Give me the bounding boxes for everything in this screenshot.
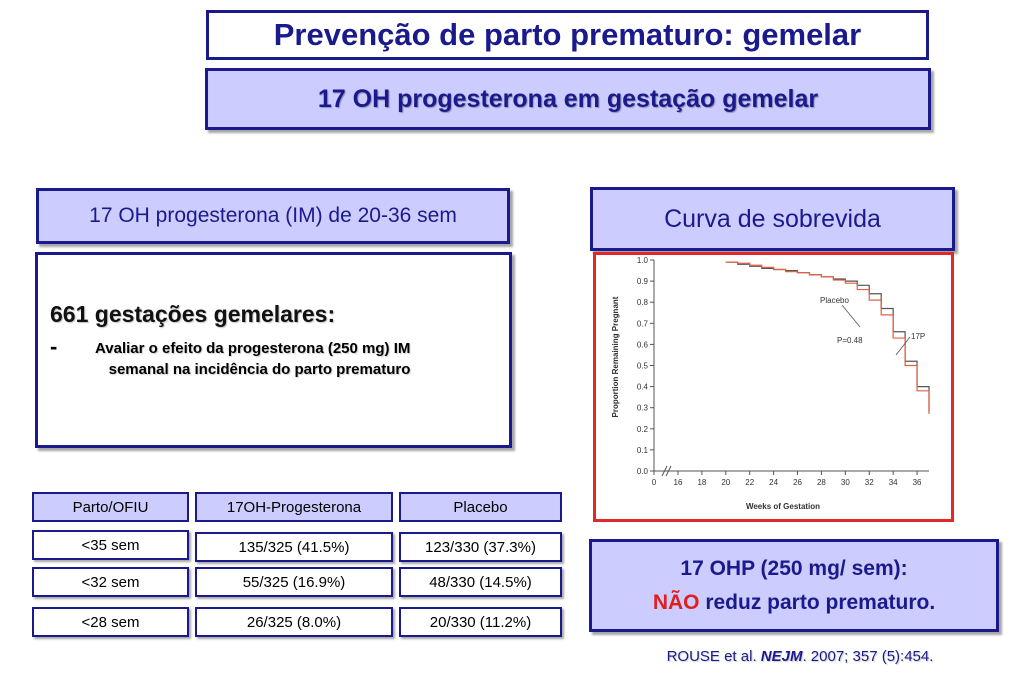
x-tick-label: 0 xyxy=(651,478,657,487)
y-tick-label: 0.2 xyxy=(636,424,648,434)
table-row-1-placebo xyxy=(399,532,562,562)
regimen-text: 17 OH progesterona (IM) de 20-36 sem xyxy=(89,204,457,227)
p-value-annotation: P=0.48 xyxy=(837,336,863,345)
citation-authors: ROUSE et al. xyxy=(666,648,761,665)
cell-text: 55/325 (16.9%) xyxy=(242,573,346,591)
citation-details: . 2007; 357 (5):454. xyxy=(802,648,934,665)
y-tick-label: 0.4 xyxy=(636,382,648,392)
cell-text: 135/325 (41.5%) xyxy=(238,538,350,556)
table-header-outcome-text: Parto/OFIU xyxy=(72,498,149,516)
series-line-17p xyxy=(726,262,929,414)
y-tick-label: 0.9 xyxy=(636,277,648,287)
conclusion-line-1: 17 OHP (250 mg/ sem): xyxy=(680,556,908,580)
survival-curve-title xyxy=(590,187,955,251)
study-heading: 661 gestações gemelares: xyxy=(50,301,336,327)
y-tick-label: 0.5 xyxy=(636,361,648,371)
bullet-line-2: semanal na incidência do parto prematuro xyxy=(108,361,411,378)
bullet-text xyxy=(95,338,410,380)
x-tick-label: 26 xyxy=(793,478,802,487)
survival-curve-title-text: Curva de sobrevida xyxy=(664,204,881,233)
slide-subtitle xyxy=(205,68,931,130)
y-tick-label: 0.0 xyxy=(636,467,648,476)
series-line-placebo xyxy=(726,262,929,412)
conclusion-nao: NÃO xyxy=(652,590,700,614)
y-tick-label: 0.8 xyxy=(636,298,648,308)
x-tick-label: 34 xyxy=(888,478,898,487)
cell-text: <32 sem xyxy=(81,573,140,591)
y-tick-label: 0.7 xyxy=(636,319,648,329)
table-row-1-progesterone xyxy=(195,532,393,562)
table-row-3-placebo xyxy=(399,607,562,637)
survival-chart xyxy=(596,255,951,519)
y-tick-label: 0.3 xyxy=(636,403,648,413)
citation-journal: NEJM xyxy=(760,648,803,665)
table-row-2-placebo xyxy=(399,567,562,597)
table-header-outcome xyxy=(32,492,189,522)
table-header-progesterone xyxy=(195,492,393,522)
x-tick-label: 36 xyxy=(912,478,922,487)
table-row-2-outcome xyxy=(32,567,189,597)
17p-annotation: 17P xyxy=(911,332,926,341)
slide-title-text: Prevenção de parto prematuro: gemelar xyxy=(273,17,862,52)
survival-chart-frame xyxy=(593,252,954,522)
y-tick-label: 0.6 xyxy=(636,340,648,350)
x-tick-label: 28 xyxy=(816,478,826,487)
table-header-placebo xyxy=(399,492,562,522)
x-tick-label: 30 xyxy=(840,478,850,487)
17p-pointer xyxy=(896,337,910,355)
x-tick-label: 24 xyxy=(769,478,779,487)
study-box xyxy=(35,252,512,448)
y-tick-label: 1.0 xyxy=(636,256,648,265)
x-tick-label: 22 xyxy=(745,478,755,487)
conclusion-rest: reduz parto prematuro. xyxy=(699,590,936,614)
conclusion-line-2 xyxy=(653,591,935,615)
regimen-box xyxy=(36,188,510,244)
cell-text: 26/325 (8.0%) xyxy=(246,613,342,631)
x-tick-label: 18 xyxy=(697,478,707,487)
conclusion-box xyxy=(589,539,999,632)
study-bullet xyxy=(50,334,499,380)
table-header-progesterone-text: 17OH-Progesterona xyxy=(226,498,362,516)
x-tick-label: 20 xyxy=(721,478,731,487)
y-axis-label: Proportion Remaining Pregnant xyxy=(611,296,620,418)
bullet-dash: - xyxy=(50,334,58,359)
y-tick-label: 0.1 xyxy=(636,445,648,455)
cell-text: <28 sem xyxy=(81,613,140,631)
x-axis-label: Weeks of Gestation xyxy=(745,502,821,511)
table-row-1-outcome xyxy=(32,530,189,560)
plot-layer xyxy=(637,256,929,487)
table-row-3-progesterone xyxy=(195,607,393,637)
cell-text: 48/330 (14.5%) xyxy=(429,573,532,591)
cell-text: <35 sem xyxy=(81,536,140,554)
slide-title xyxy=(206,10,929,60)
placebo-pointer xyxy=(842,305,860,327)
cell-text: 20/330 (11.2%) xyxy=(429,613,532,631)
citation xyxy=(600,648,1000,665)
cell-text: 123/330 (37.3%) xyxy=(425,538,536,556)
table-header-placebo-text: Placebo xyxy=(453,498,508,516)
bullet-line-1: Avaliar o efeito da progesterona (250 mg) IM xyxy=(95,340,411,357)
x-tick-label: 16 xyxy=(673,478,683,487)
slide-subtitle-text: 17 OH progesterona em gestação gemelar xyxy=(317,84,819,113)
x-tick-label: 32 xyxy=(864,478,874,487)
table-row-2-progesterone xyxy=(195,567,393,597)
placebo-annotation: Placebo xyxy=(820,296,849,305)
table-row-3-outcome xyxy=(32,607,189,637)
